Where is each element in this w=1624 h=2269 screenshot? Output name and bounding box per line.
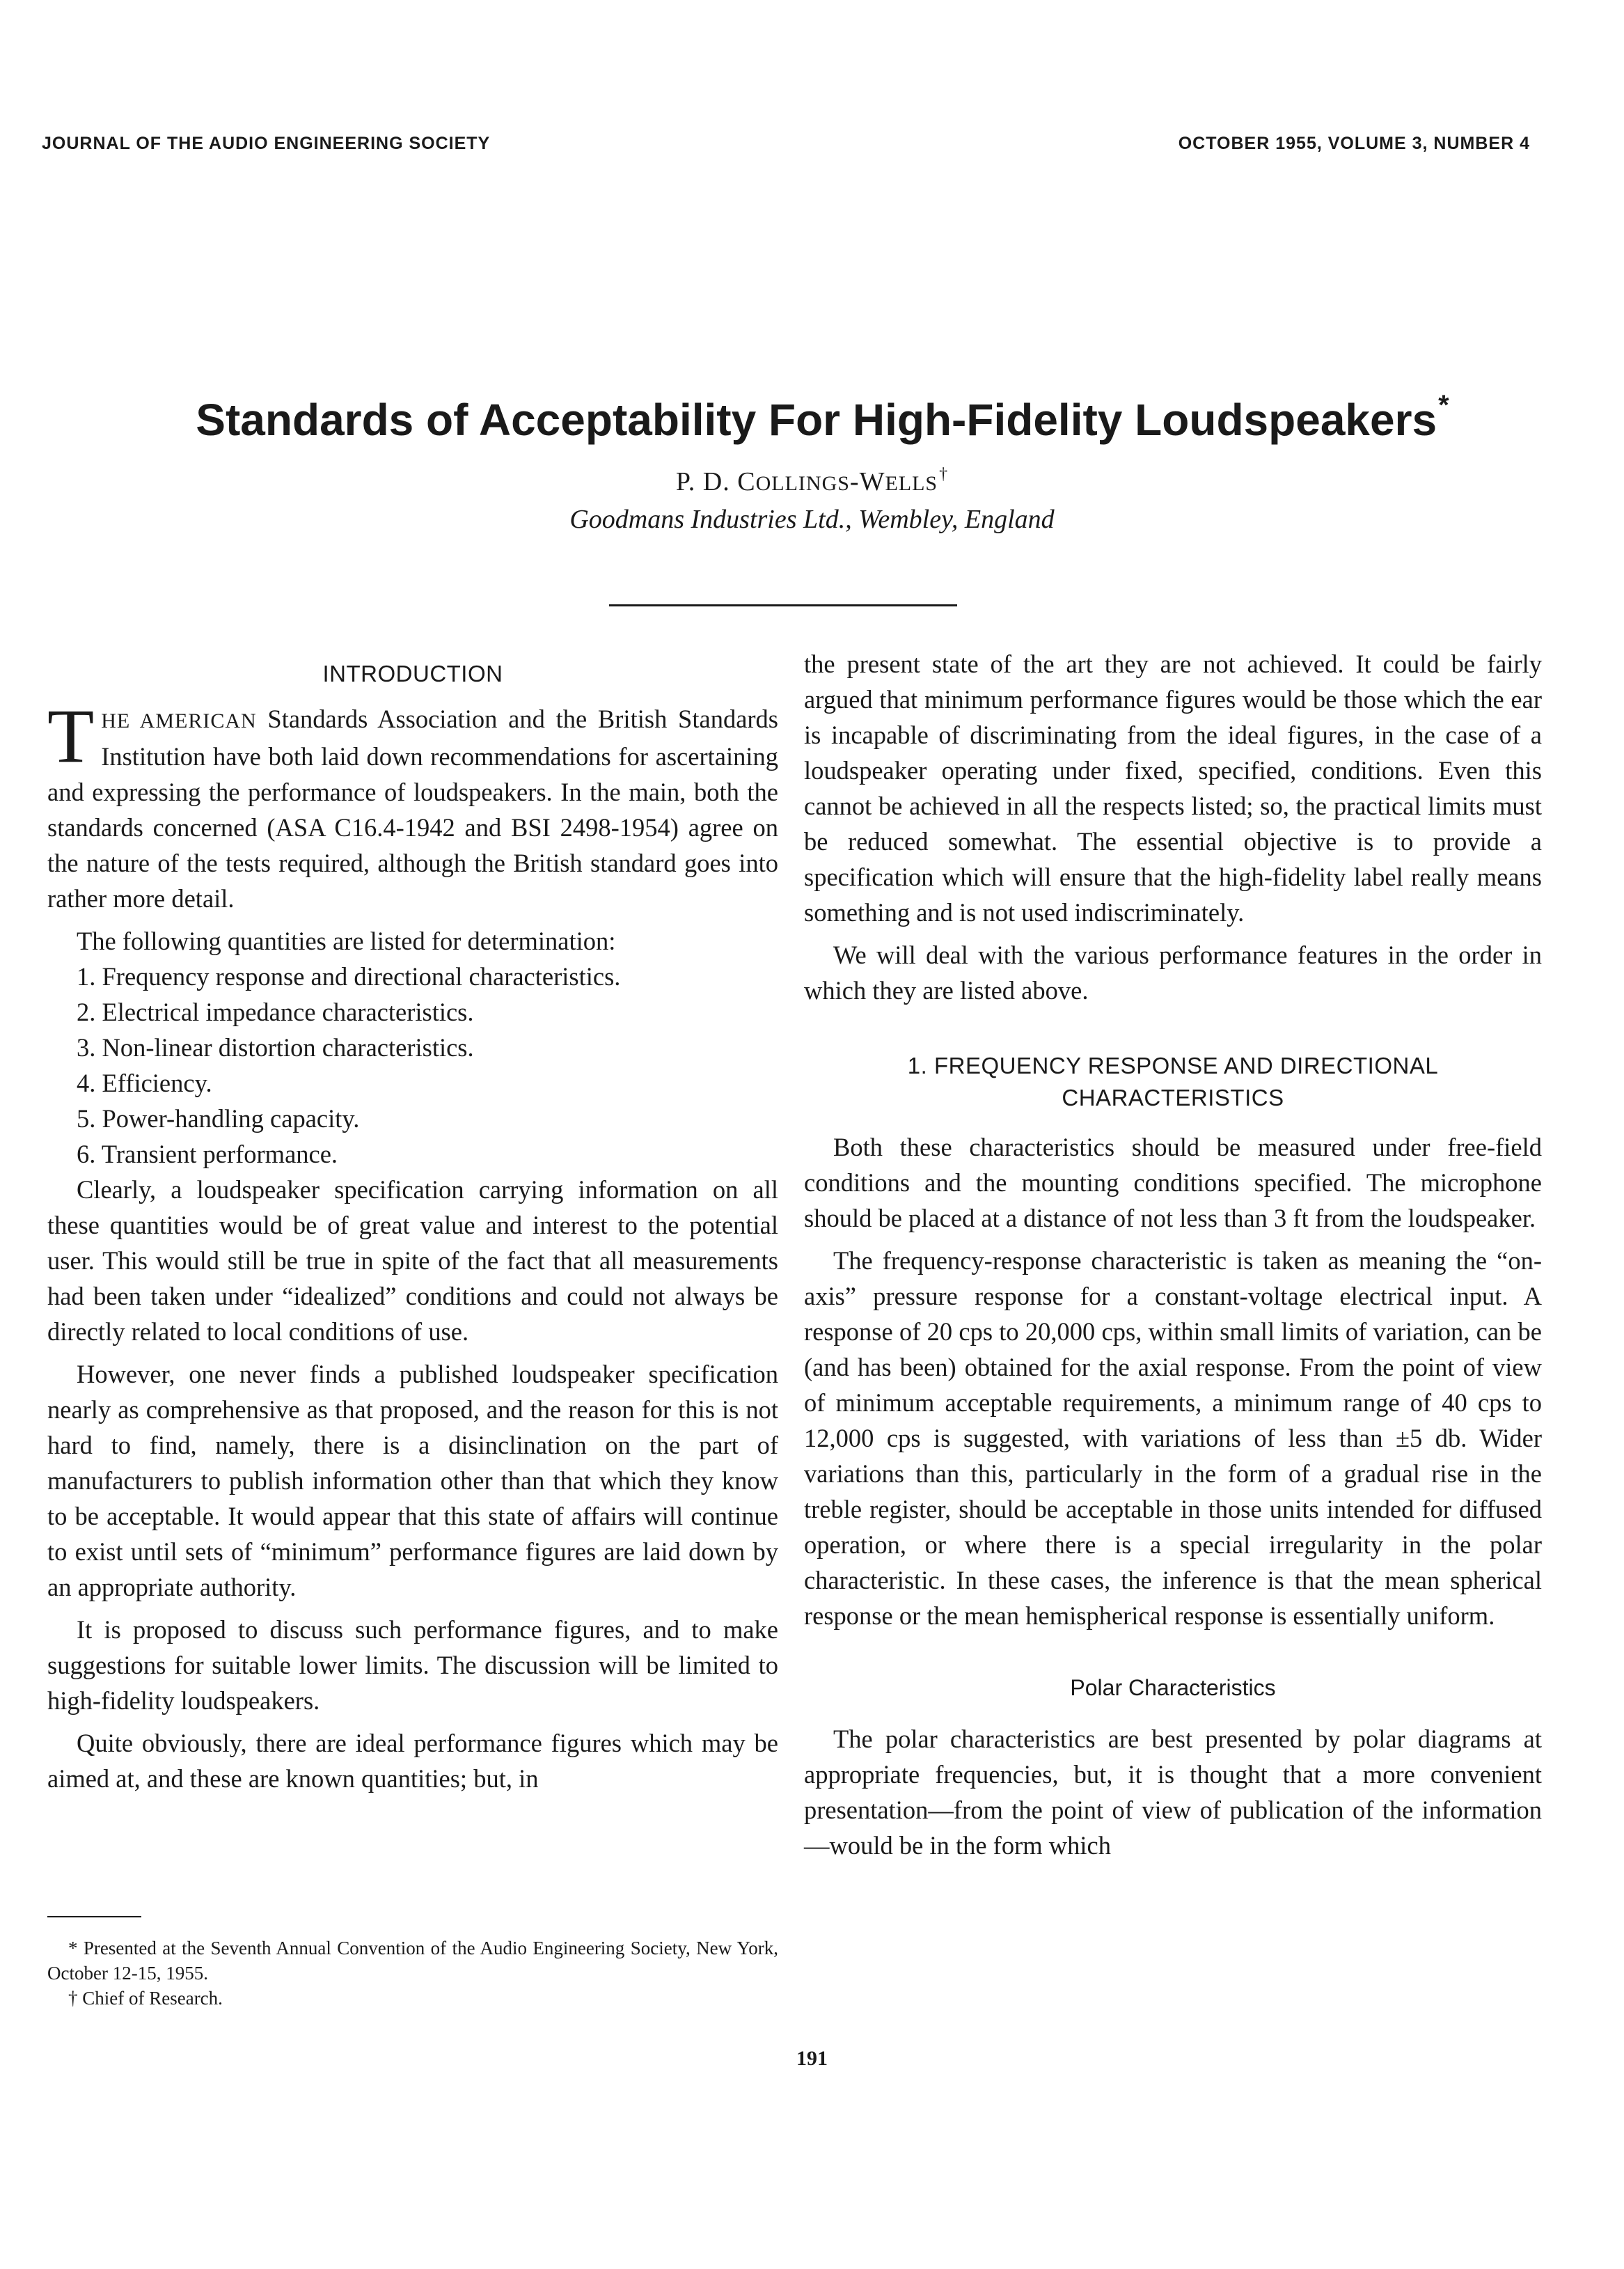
author-name-initials: P. D. C — [675, 467, 756, 496]
intro-paragraph-4: It is proposed to discuss such performance figures, and to make suggestions for suitable lower limits. The discussion will be limited to high-fidelity loudspeakers. — [47, 1615, 778, 1715]
author-footnote-marker: † — [939, 465, 949, 483]
list-item: 3. Non-linear distortion characteristics. — [77, 1033, 474, 1062]
footnote-chief: † Chief of Research. — [68, 1988, 223, 2009]
title-block — [0, 390, 1624, 535]
issue-info: OCTOBER 1955, VOLUME 3, NUMBER 4 — [1178, 134, 1530, 153]
page-number: 191 — [796, 2047, 828, 2070]
affiliation: Goodmans Industries Ltd., Wembley, England — [569, 505, 1055, 534]
footnote-divider — [47, 1916, 141, 1917]
drop-cap: T — [47, 693, 95, 778]
list-item: 5. Power-handling capacity. — [77, 1104, 360, 1133]
author-name-hyphen: -W — [849, 467, 885, 496]
introduction-heading: INTRODUCTION — [322, 661, 503, 686]
journal-name: JOURNAL OF THE AUDIO ENGINEERING SOCIETY — [42, 134, 491, 153]
polar-characteristics-heading: Polar Characteristics — [1070, 1675, 1276, 1700]
list-item: 6. Transient performance. — [77, 1140, 338, 1168]
left-column — [47, 658, 778, 1803]
author-name — [676, 467, 938, 496]
section-1-paragraph-1: Both these characteristics should be measured under free-field conditions and the mounting conditions specified. The microphone should be placed at a distance of not less than 3 ft from the loudspeaker. — [804, 1133, 1542, 1232]
footnote-presented: * Presented at the Seventh Annual Convention of the Audio Engineering Society, New York, October 12-15, 1955. — [47, 1938, 778, 1984]
list-item: 2. Electrical impedance characteristics. — [77, 998, 474, 1026]
footnotes — [47, 1916, 778, 2011]
intro-paragraph-2: Clearly, a loudspeaker specification carrying information on all these quantities would be of great value and interest to the potential user. This would still be true in spite of the fact that all measurements had been taken under “idealized” conditions and could not always be directly related to local conditions of use. — [47, 1175, 778, 1346]
list-item: 1. Frequency response and directional characteristics. — [77, 962, 621, 991]
paper-title-text: Standards of Acceptability For High-Fidelity Loudspeakers — [196, 395, 1437, 445]
author-line — [0, 465, 1624, 497]
intro-paragraph-5-start: Quite obviously, there are ideal performance figures which may be aimed at, and these are known quantities; but, in — [47, 1729, 778, 1793]
intro-paragraph-5-continued: the present state of the art they are not achieved. It could be fairly argued that minimum performance figures would be those which the ear is incapable of discriminating from the ideal figures, in the case of a loudspeaker operating under fixed, specified, conditions. Even this cannot be achieved in all the respects listed; so, the practical limits must be reduced somewhat. The essential objective is to provide a specification which will ensure that the high-fidelity label really means something and is not used indiscriminately. — [804, 650, 1542, 927]
intro-paragraph-3: However, one never finds a published loudspeaker specification nearly as comprehensive as that proposed, and the reason for this is not hard to find, namely, there is a disinclination on the part of manufacturers to publish information other than that which they know to be acceptable. It would appear that this state of affairs will continue to exist until sets of “minimum” performance figures are laid down by an appropriate authority. — [47, 1360, 778, 1601]
paper-title — [0, 390, 1624, 446]
intro-paragraph-1 — [47, 693, 779, 916]
section-1-heading-line-2: CHARACTERISTICS — [1062, 1085, 1284, 1110]
intro-paragraph-1-text: Standards Association and the British Standards Institution have both laid down recommendations for ascertaining and expressing the performance of loudspeakers. In the main, both the standards concerned (ASA C16.4-1942 and BSI 2498-1954) agree on the nature of the tests required, although the British standard goes into rather more detail. — [47, 705, 779, 913]
section-1-paragraph-3: The polar characteristics are best presented by polar diagrams at appropriate frequencies, but, it is thought that a more convenient presentation—from the point of view of publication of the information—would be in the form which — [804, 1725, 1542, 1860]
list-item: 4. Efficiency. — [77, 1069, 212, 1097]
intro-opening-words: HE AMERICAN — [101, 709, 257, 732]
section-1-heading-line-1: 1. FREQUENCY RESPONSE AND DIRECTIONAL — [907, 1053, 1439, 1078]
author-name-part2: ELLS — [885, 472, 938, 495]
right-column — [804, 646, 1542, 1870]
section-1-heading — [804, 1050, 1542, 1114]
list-intro: The following quantities are listed for determination: — [77, 927, 616, 955]
intro-paragraph-6: We will deal with the various performance features in the order in which they are listed above. — [804, 941, 1542, 1005]
title-footnote-marker: * — [1438, 390, 1449, 421]
title-divider — [609, 604, 957, 606]
section-1-paragraph-2: The frequency-response characteristic is taken as meaning the “on-axis” pressure response for a constant-voltage electrical input. A response of 20 cps to 20,000 cps, within small limits of variation, can be (and has been) obtained for the axial response. From the point of view of minimum acceptable requirements, a minimum range of 40 cps to 12,000 cps is suggested, with variations of less than ±5 db. Wider variations than this, particularly in the form of a gradual rise in the treble register, should be acceptable in those units intended for diffused operation, or where there is a special irregularity in the polar characteristic. In these cases, the inference is that the mean spherical response or the mean hemispherical response is essentially uniform. — [804, 1246, 1542, 1630]
author-name-part1: OLLINGS — [755, 472, 850, 495]
